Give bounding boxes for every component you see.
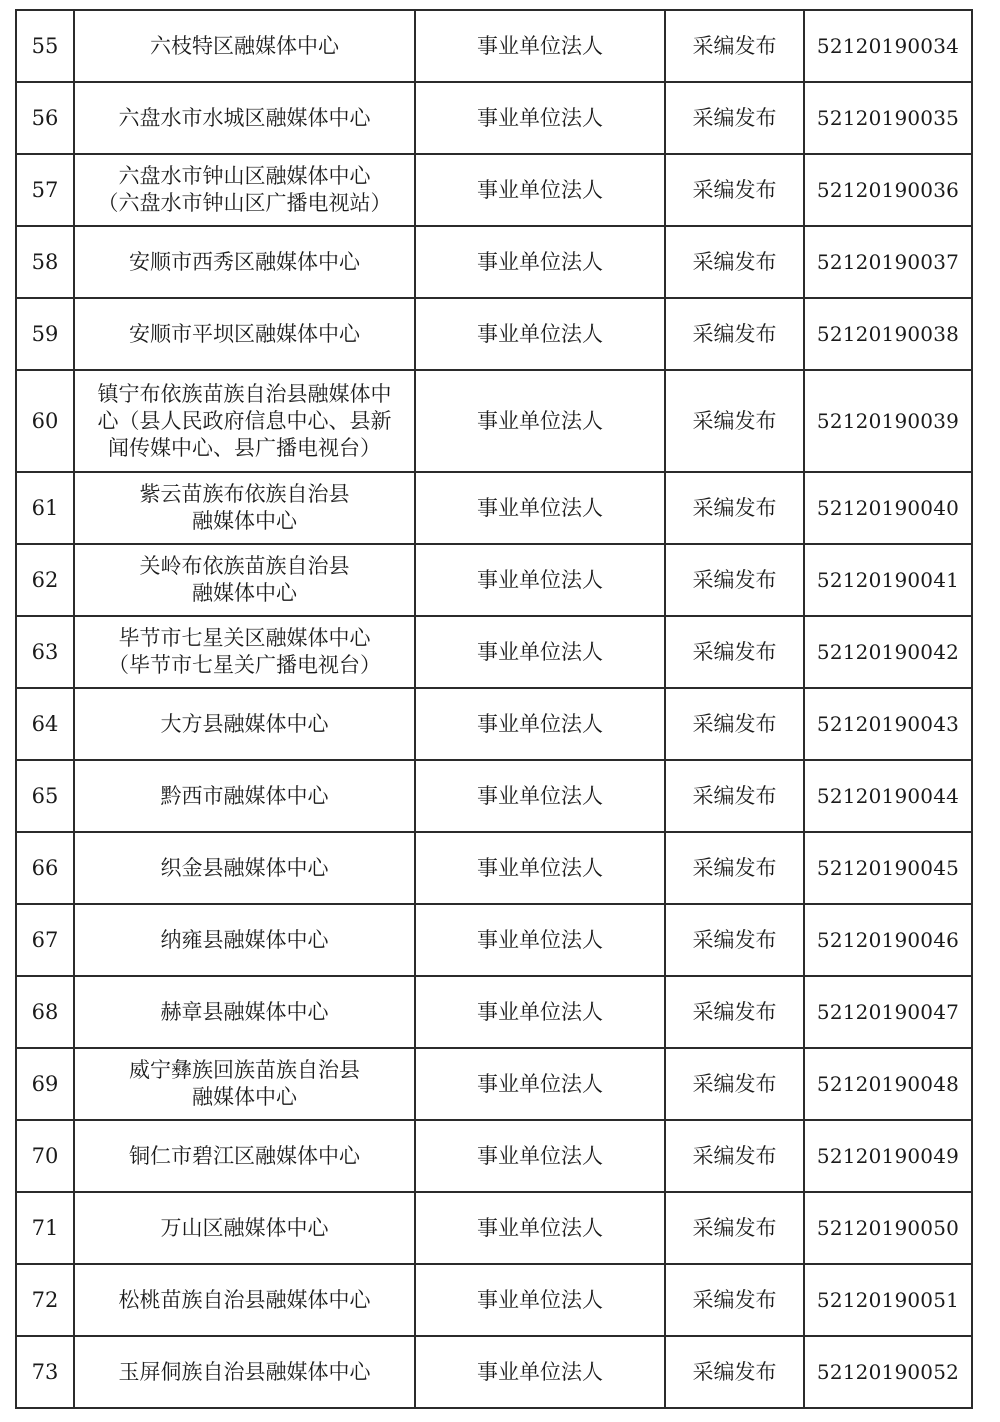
license-code: 52120190036 [804, 154, 972, 226]
unit-name [74, 226, 415, 298]
unit-type: 事业单位法人 [415, 760, 665, 832]
table-row [16, 298, 972, 370]
unit-name-line: 黔西市融媒体中心 [160, 783, 329, 808]
row-number: 70 [16, 1120, 74, 1192]
license-code: 52120190046 [804, 904, 972, 976]
table-row [16, 82, 972, 154]
unit-type: 事业单位法人 [415, 472, 665, 544]
unit-name [74, 10, 415, 82]
unit-type: 事业单位法人 [415, 832, 665, 904]
table-row [16, 1192, 972, 1264]
unit-name-line: 融媒体中心 [192, 509, 297, 533]
unit-name [74, 82, 415, 154]
unit-name-line: 松桃苗族自治县融媒体中心 [118, 1287, 371, 1312]
row-number: 66 [16, 832, 74, 904]
row-number: 58 [16, 226, 74, 298]
service-scope: 采编发布 [665, 1048, 804, 1120]
service-scope: 采编发布 [665, 1264, 804, 1336]
unit-type: 事业单位法人 [415, 904, 665, 976]
unit-name [74, 976, 415, 1048]
license-code: 52120190042 [804, 616, 972, 688]
row-number: 67 [16, 904, 74, 976]
row-number: 72 [16, 1264, 74, 1336]
media-unit-table [15, 9, 973, 1409]
unit-name [74, 1336, 415, 1408]
service-scope: 采编发布 [665, 1192, 804, 1264]
table-row [16, 472, 972, 544]
unit-name [74, 298, 415, 370]
unit-name [74, 1264, 415, 1336]
unit-name [74, 370, 415, 472]
unit-name-line: 织金县融媒体中心 [160, 855, 329, 880]
service-scope: 采编发布 [665, 832, 804, 904]
unit-name-line: 赫章县融媒体中心 [160, 999, 329, 1024]
license-code: 52120190041 [804, 544, 972, 616]
table-row [16, 10, 972, 82]
table-row [16, 154, 972, 226]
unit-type: 事业单位法人 [415, 976, 665, 1048]
service-scope: 采编发布 [665, 298, 804, 370]
row-number: 55 [16, 10, 74, 82]
table-row [16, 1264, 972, 1336]
unit-name-line: 安顺市西秀区融媒体中心 [129, 249, 360, 274]
table-row [16, 370, 972, 472]
unit-type: 事业单位法人 [415, 370, 665, 472]
unit-name-line: 大方县融媒体中心 [160, 711, 329, 736]
unit-name [74, 1048, 415, 1120]
license-code: 52120190052 [804, 1336, 972, 1408]
unit-type: 事业单位法人 [415, 616, 665, 688]
row-number: 59 [16, 298, 74, 370]
unit-name-line: 六盘水市钟山区融媒体中心 [118, 164, 371, 188]
unit-name-line: 关岭布依族苗族自治县 [139, 554, 350, 578]
service-scope: 采编发布 [665, 760, 804, 832]
unit-type: 事业单位法人 [415, 10, 665, 82]
license-code: 52120190045 [804, 832, 972, 904]
unit-name-line: 闻传媒中心、县广播电视台） [108, 435, 381, 460]
table-row [16, 976, 972, 1048]
unit-type: 事业单位法人 [415, 154, 665, 226]
service-scope: 采编发布 [665, 616, 804, 688]
license-code: 52120190038 [804, 298, 972, 370]
license-code: 52120190047 [804, 976, 972, 1048]
unit-name-line: 六盘水市水城区融媒体中心 [118, 105, 371, 130]
license-code: 52120190037 [804, 226, 972, 298]
service-scope: 采编发布 [665, 544, 804, 616]
unit-name [74, 154, 415, 226]
unit-name-line: 镇宁布依族苗族自治县融媒体中 [97, 381, 392, 406]
unit-name-line: 六枝特区融媒体中心 [150, 33, 339, 58]
license-code: 52120190040 [804, 472, 972, 544]
unit-type: 事业单位法人 [415, 226, 665, 298]
table-row [16, 904, 972, 976]
unit-type: 事业单位法人 [415, 688, 665, 760]
unit-type: 事业单位法人 [415, 544, 665, 616]
unit-name-line: 万山区融媒体中心 [160, 1215, 329, 1240]
row-number: 68 [16, 976, 74, 1048]
row-number: 73 [16, 1336, 74, 1408]
unit-name-line: 纳雍县融媒体中心 [160, 927, 329, 952]
service-scope: 采编发布 [665, 1336, 804, 1408]
unit-name-line: 玉屏侗族自治县融媒体中心 [118, 1359, 371, 1384]
table-row [16, 1048, 972, 1120]
unit-name-line: 融媒体中心 [192, 1085, 297, 1109]
unit-type: 事业单位法人 [415, 1264, 665, 1336]
unit-name [74, 832, 415, 904]
service-scope: 采编发布 [665, 472, 804, 544]
service-scope: 采编发布 [665, 82, 804, 154]
unit-type: 事业单位法人 [415, 82, 665, 154]
table-row [16, 544, 972, 616]
service-scope: 采编发布 [665, 904, 804, 976]
unit-name-line: （六盘水市钟山区广播电视站） [97, 191, 392, 215]
unit-name-line: 紫云苗族布依族自治县 [139, 482, 350, 506]
unit-name-line: 安顺市平坝区融媒体中心 [129, 321, 360, 346]
license-code: 52120190035 [804, 82, 972, 154]
table-row [16, 1120, 972, 1192]
table-row [16, 760, 972, 832]
service-scope: 采编发布 [665, 976, 804, 1048]
unit-type: 事业单位法人 [415, 1048, 665, 1120]
row-number: 62 [16, 544, 74, 616]
license-code: 52120190048 [804, 1048, 972, 1120]
unit-name [74, 472, 415, 544]
license-code: 52120190034 [804, 10, 972, 82]
license-code: 52120190043 [804, 688, 972, 760]
unit-type: 事业单位法人 [415, 1192, 665, 1264]
unit-name-line: 融媒体中心 [192, 581, 297, 605]
row-number: 63 [16, 616, 74, 688]
license-code: 52120190051 [804, 1264, 972, 1336]
unit-type: 事业单位法人 [415, 1120, 665, 1192]
unit-name-line: （毕节市七星关广播电视台） [108, 653, 381, 677]
unit-name-line: 威宁彝族回族苗族自治县 [129, 1058, 360, 1082]
service-scope: 采编发布 [665, 1120, 804, 1192]
unit-name [74, 688, 415, 760]
row-number: 69 [16, 1048, 74, 1120]
row-number: 71 [16, 1192, 74, 1264]
row-number: 57 [16, 154, 74, 226]
unit-name-line: 心（县人民政府信息中心、县新 [97, 408, 392, 433]
unit-name [74, 1120, 415, 1192]
row-number: 60 [16, 370, 74, 472]
row-number: 64 [16, 688, 74, 760]
row-number: 65 [16, 760, 74, 832]
unit-name-line: 铜仁市碧江区融媒体中心 [129, 1143, 360, 1168]
table-row [16, 616, 972, 688]
table-row [16, 226, 972, 298]
service-scope: 采编发布 [665, 688, 804, 760]
service-scope: 采编发布 [665, 370, 804, 472]
row-number: 61 [16, 472, 74, 544]
table-body [16, 10, 972, 1408]
license-code: 52120190050 [804, 1192, 972, 1264]
unit-name [74, 616, 415, 688]
license-code: 52120190049 [804, 1120, 972, 1192]
unit-name-line: 毕节市七星关区融媒体中心 [118, 626, 371, 650]
unit-type: 事业单位法人 [415, 298, 665, 370]
table-row [16, 1336, 972, 1408]
unit-type: 事业单位法人 [415, 1336, 665, 1408]
license-code: 52120190039 [804, 370, 972, 472]
row-number: 56 [16, 82, 74, 154]
service-scope: 采编发布 [665, 154, 804, 226]
unit-name [74, 760, 415, 832]
unit-name [74, 1192, 415, 1264]
table-row [16, 832, 972, 904]
unit-name [74, 904, 415, 976]
license-code: 52120190044 [804, 760, 972, 832]
unit-name [74, 544, 415, 616]
table-row [16, 688, 972, 760]
service-scope: 采编发布 [665, 10, 804, 82]
service-scope: 采编发布 [665, 226, 804, 298]
